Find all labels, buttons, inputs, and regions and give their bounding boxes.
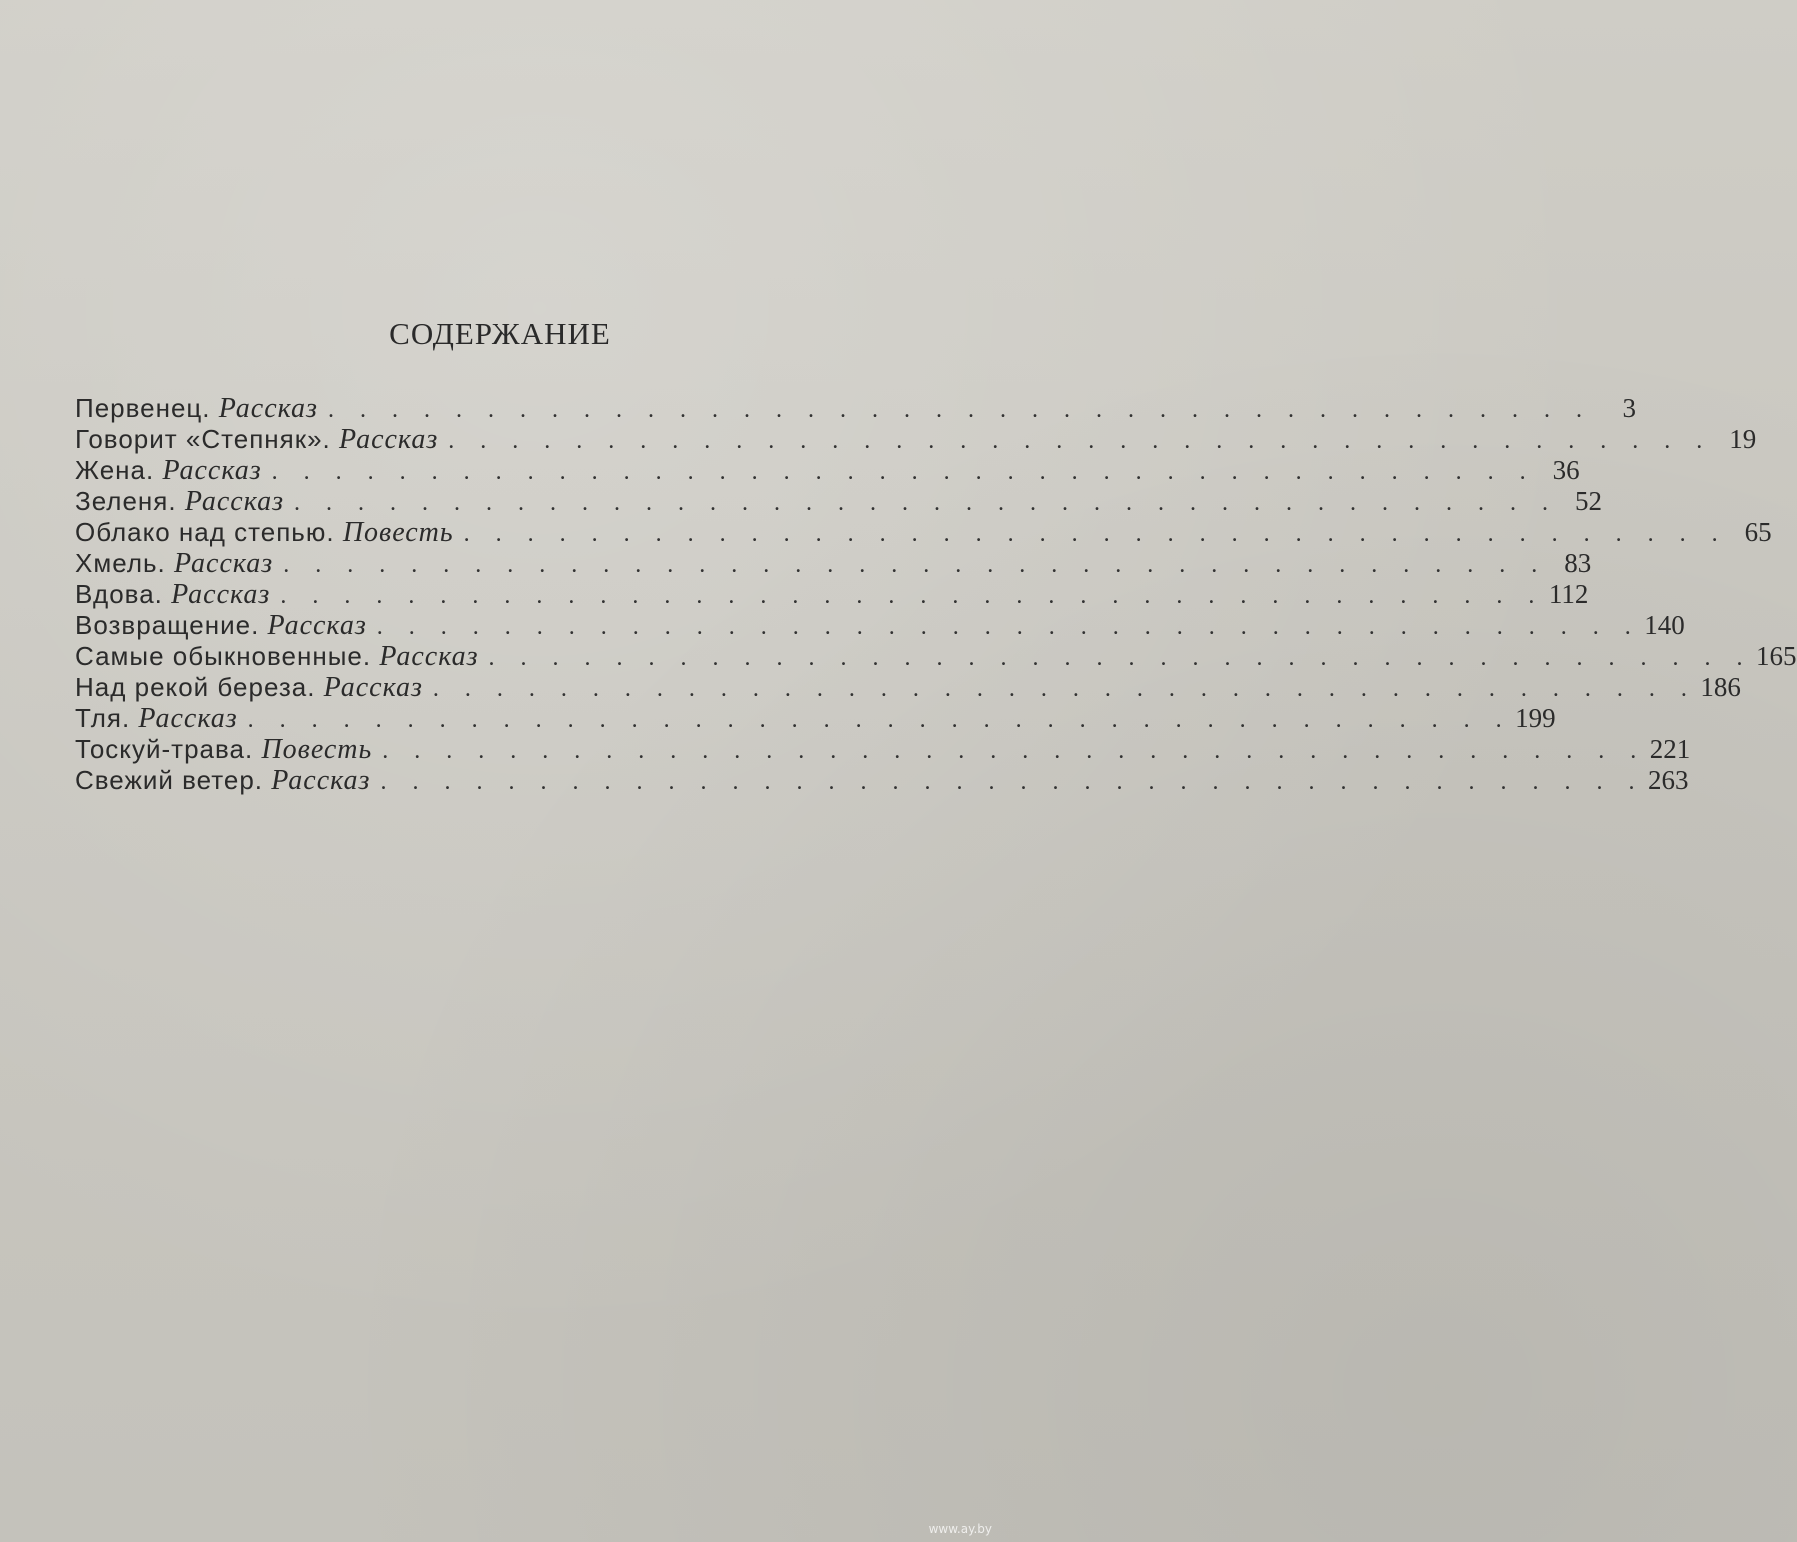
- toc-page-number: 19: [1729, 424, 1757, 454]
- toc-leader-dots: . . . . . . . . . . . . . . . . . . . . . . . . . . . . . . . . . . . . . . . .: [382, 738, 1647, 764]
- toc-entry-title: Хмель. Рассказ: [75, 548, 274, 579]
- toc-leader-dots: . . . . . . . . . . . . . . . . . . . . . . . . . . . . . . . . . . . . . . . .: [280, 583, 1545, 609]
- toc-entry-genre: Рассказ: [171, 579, 271, 610]
- toc-row: [75, 765, 1689, 796]
- toc-row: [75, 393, 1636, 424]
- toc-leader-dots: . . . . . . . . . . . . . . . . . . . . . . . . . . . . . . . . . . . . . . . .: [283, 552, 1548, 578]
- toc-entry-title: Облако над степью. Повесть: [75, 517, 454, 548]
- toc-entry-title: Над рекой береза. Рассказ: [75, 672, 423, 703]
- toc-page-number: 83: [1564, 548, 1592, 578]
- toc-leader-dots: . . . . . . . . . . . . . . . . . . . . . . . . . . . . . . . . . . . . . . . .: [448, 428, 1713, 454]
- toc-entry-title: Зеленя. Рассказ: [75, 486, 285, 517]
- toc-page-number: 65: [1744, 517, 1772, 547]
- toc-entry-genre: Рассказ: [218, 393, 318, 424]
- toc-page-number: 263: [1647, 765, 1689, 795]
- toc-leader-dots: . . . . . . . . . . . . . . . . . . . . . . . . . . . . . . . . . . . . . . . .: [327, 397, 1592, 423]
- toc-leader-dots: . . . . . . . . . . . . . . . . . . . . . . . . . . . . . . . . . . . . . . . .: [488, 645, 1753, 671]
- toc-entry-genre: Рассказ: [138, 703, 238, 734]
- toc-leader-dots: . . . . . . . . . . . . . . . . . . . . . . . . . . . . . . . . . . . . . . . .: [432, 676, 1697, 702]
- site-watermark: www.ay.by: [928, 1522, 992, 1536]
- toc-row: [75, 610, 1685, 641]
- toc-entry-genre: Рассказ: [379, 641, 479, 672]
- toc-entry-title: Возвращение. Рассказ: [75, 610, 367, 641]
- toc-leader-dots: . . . . . . . . . . . . . . . . . . . . . . . . . . . . . . . . . . . . . . . .: [247, 707, 1512, 733]
- toc-entry-title: Первенец. Рассказ: [75, 393, 318, 424]
- toc-leader-dots: . . . . . . . . . . . . . . . . . . . . . . . . . . . . . . . . . . . . . . . .: [380, 769, 1645, 795]
- toc-leader-dots: . . . . . . . . . . . . . . . . . . . . . . . . . . . . . . . . . . . . . . . .: [463, 521, 1728, 547]
- toc-page-number: 112: [1548, 579, 1589, 609]
- toc-page-number: 140: [1644, 610, 1685, 640]
- toc-page-number: 186: [1700, 672, 1741, 702]
- toc-entry-title: Жена. Рассказ: [75, 455, 262, 486]
- toc-row: [75, 455, 1580, 486]
- toc-leader-dots: . . . . . . . . . . . . . . . . . . . . . . . . . . . . . . . . . . . . . . . .: [271, 459, 1536, 485]
- toc-row: [75, 734, 1691, 765]
- toc-page-number: 3: [1622, 393, 1636, 423]
- toc-entry-genre: Рассказ: [323, 672, 423, 703]
- toc-entry-genre: Рассказ: [339, 424, 439, 455]
- page-title: СОДЕРЖАНИЕ: [389, 316, 611, 351]
- toc-row: [75, 517, 1772, 548]
- toc-row: [75, 579, 1589, 610]
- toc-entry-genre: Рассказ: [174, 548, 274, 579]
- toc-page-number: 199: [1515, 703, 1556, 733]
- toc-entry-title: Говорит «Степняк». Рассказ: [75, 424, 439, 455]
- toc-entry-genre: Повесть: [342, 517, 454, 548]
- toc-leader-dots: . . . . . . . . . . . . . . . . . . . . . . . . . . . . . . . . . . . . . . . .: [294, 490, 1559, 516]
- toc-entry-title: Тля. Рассказ: [75, 703, 238, 734]
- toc-entry-title: Свежий ветер. Рассказ: [75, 765, 371, 796]
- toc-row: [75, 548, 1592, 579]
- toc-row: [75, 641, 1797, 672]
- table-of-contents: [75, 393, 1797, 796]
- toc-leader-dots: . . . . . . . . . . . . . . . . . . . . . . . . . . . . . . . . . . . . . . . .: [376, 614, 1641, 640]
- toc-entry-genre: Рассказ: [184, 486, 285, 517]
- toc-entry-title: Вдова. Рассказ: [75, 579, 271, 610]
- toc-entry-genre: Рассказ: [271, 765, 371, 796]
- toc-page-number: 36: [1552, 455, 1580, 485]
- toc-entry-title: Самые обыкновенные. Рассказ: [75, 641, 479, 672]
- toc-row: [75, 424, 1757, 455]
- toc-page-number: 221: [1649, 734, 1691, 764]
- toc-entry-genre: Рассказ: [162, 455, 262, 486]
- toc-entry-genre: Рассказ: [267, 610, 367, 641]
- toc-entry-title: Тоскуй-трава. Повесть: [75, 734, 373, 765]
- toc-row: [75, 672, 1741, 703]
- toc-entry-genre: Повесть: [261, 734, 373, 765]
- toc-row: [75, 486, 1603, 517]
- toc-page-number: 52: [1575, 486, 1603, 516]
- toc-page-number: 165: [1756, 641, 1797, 671]
- toc-row: [75, 703, 1556, 734]
